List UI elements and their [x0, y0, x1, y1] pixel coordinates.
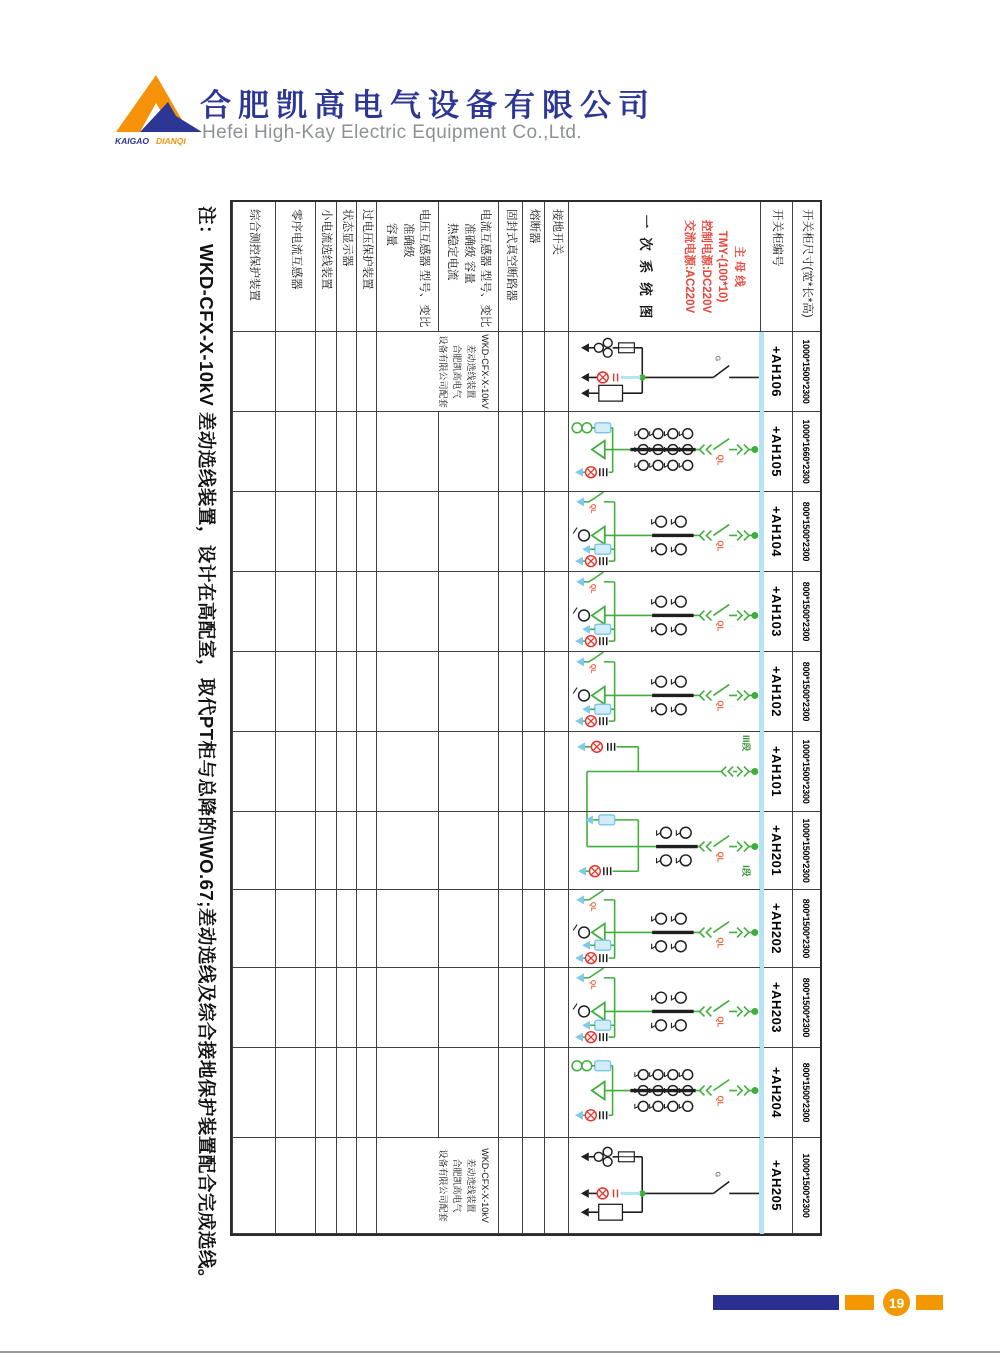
cabinet-id-cell: +AH202	[760, 890, 792, 968]
grid-cell	[275, 332, 315, 412]
table-row	[544, 202, 568, 1234]
grid-cell	[522, 1138, 544, 1234]
grid-cell	[356, 1138, 376, 1234]
table-row	[275, 202, 315, 1234]
cabinet-size-cell: 800*1500*2300	[792, 492, 820, 572]
bay-cell	[568, 812, 760, 890]
svg-text:III段: III段	[741, 734, 751, 752]
grid-cell	[315, 492, 336, 572]
svg-text:QL: QL	[715, 1095, 725, 1107]
vendor-note-line: 合肥凯高电气	[452, 1158, 462, 1213]
bay-diagram-feeder	[568, 492, 760, 571]
grid-cell	[275, 812, 315, 890]
grid-cell	[438, 412, 498, 492]
label-head-stack	[376, 202, 498, 332]
row-label-pt	[376, 202, 438, 332]
row-label-line: 接地开关	[550, 209, 563, 255]
note-text: 注：WKD-CFX-X-10kV 差动选线装置，设计在高配室，取代PT柜与总降的\WO.67;差动选线及综合接地保护装置配合完成选线。	[196, 206, 217, 1288]
grid-cell	[232, 412, 275, 492]
cabinet-id-cell: +AH203	[760, 968, 792, 1048]
vendor-note-cell	[376, 1138, 498, 1234]
svg-text:QL: QL	[588, 901, 596, 912]
cabinet-id-cell: +AH102	[760, 652, 792, 732]
grid-cell	[356, 652, 376, 732]
svg-text:QL: QL	[588, 583, 596, 594]
table-row	[376, 202, 498, 1234]
cabinet-size-cell: 1000*1500*2300	[792, 812, 820, 890]
bay-diagram-tie_in	[568, 812, 760, 889]
grid-cell-stack	[376, 812, 498, 890]
cabinet-size-cell: 800*1500*2300	[792, 652, 820, 732]
svg-text:QL: QL	[715, 620, 725, 632]
grid-cell	[498, 968, 522, 1048]
svg-text:QL: QL	[715, 937, 725, 949]
vendor-note-line: 设备有限公司配套	[438, 1149, 448, 1222]
grid-cell	[522, 1048, 544, 1138]
grid-cell	[315, 812, 336, 890]
row-label	[275, 202, 315, 332]
grid-cell	[522, 412, 544, 492]
grid-cell-stack	[376, 890, 498, 968]
row-label-line: 电流互感器 型号、变比	[478, 209, 491, 328]
svg-text:QL: QL	[588, 503, 596, 514]
grid-cell	[376, 968, 438, 1048]
grid-cell	[376, 652, 438, 732]
row-label-line: 准确级 容量	[462, 223, 475, 284]
grid-cell	[232, 732, 275, 812]
grid-cell	[438, 652, 498, 732]
bay-diagram-feeder	[568, 652, 760, 731]
grid-cell	[376, 812, 438, 890]
bay-cell	[568, 732, 760, 812]
grid-cell	[275, 1048, 315, 1138]
row-label	[498, 202, 522, 332]
table-row	[568, 202, 760, 1234]
grid-cell	[438, 812, 498, 890]
grid-cell	[438, 1048, 498, 1138]
row-label-ct	[438, 202, 498, 332]
grid-cell	[356, 890, 376, 968]
vendor-note-line: WKD-CFX-X-10kV	[480, 1148, 490, 1223]
table-row	[232, 202, 275, 1234]
id-header-cell: 开关柜编号	[760, 202, 792, 332]
grid-cell	[544, 812, 568, 890]
grid-cell	[438, 890, 498, 968]
svg-text:QL: QL	[715, 454, 725, 466]
bay-diagram-feeder	[568, 572, 760, 651]
grid-cell	[522, 492, 544, 572]
grid-cell	[336, 812, 356, 890]
bay-cell	[568, 890, 760, 968]
grid-cell	[438, 572, 498, 652]
vendor-note-line: 差动选线装置	[466, 344, 476, 399]
cabinet-id-cell: +AH205	[760, 1138, 792, 1234]
grid-cell	[275, 968, 315, 1048]
bay-cell	[568, 968, 760, 1048]
bay-cell	[568, 332, 760, 412]
grid-cell	[336, 1048, 356, 1138]
row-label-line: 准确级	[401, 223, 414, 258]
grid-cell	[544, 412, 568, 492]
bay-diagram-pt	[568, 332, 760, 411]
cabinet-size-cell: 1000*1500*2300	[792, 1138, 820, 1234]
grid-cell	[275, 1138, 315, 1234]
busbar-spec-text: TMY-(100*10)	[716, 230, 729, 303]
cabinet-id-cell: +AH201	[760, 812, 792, 890]
grid-cell	[336, 890, 356, 968]
vendor-note-line: WKD-CFX-X-10kV	[480, 334, 490, 409]
grid-cell	[336, 332, 356, 412]
row-label-line: 电压互感器 型号、变比	[417, 209, 430, 328]
grid-cell	[544, 572, 568, 652]
bay-cell	[568, 1048, 760, 1138]
row-label-line: 热稳定电流	[446, 223, 459, 281]
grid-cell	[275, 412, 315, 492]
row-label	[522, 202, 544, 332]
company-name-cn: 合肥凯高电气设备有限公司	[200, 88, 656, 123]
row-label	[315, 202, 336, 332]
grid-cell-stack	[376, 572, 498, 652]
grid-cell	[544, 732, 568, 812]
bay-diagram-tie_out	[568, 732, 760, 811]
table-row	[498, 202, 522, 1234]
svg-text:QL: QL	[715, 540, 725, 552]
grid-cell	[315, 572, 336, 652]
grid-cell	[522, 890, 544, 968]
vendor-note-line: 设备有限公司配套	[438, 335, 448, 408]
grid-cell	[376, 492, 438, 572]
grid-cell	[315, 1048, 336, 1138]
cabinet-id-cell: +AH106	[760, 332, 792, 412]
footer-orange-bar-1	[845, 1295, 874, 1310]
svg-text:G: G	[713, 355, 721, 362]
table-row	[522, 202, 544, 1234]
grid-cell	[544, 968, 568, 1048]
diagram-header-cell	[568, 202, 760, 332]
grid-cell	[315, 968, 336, 1048]
grid-cell	[544, 492, 568, 572]
logo-text-blue: KAIGAO	[115, 136, 149, 146]
grid-cell	[498, 332, 522, 412]
grid-cell	[232, 968, 275, 1048]
svg-text:QL: QL	[715, 851, 725, 863]
row-label	[232, 202, 275, 332]
grid-cell	[522, 732, 544, 812]
grid-cell	[544, 652, 568, 732]
grid-cell	[336, 572, 356, 652]
grid-cell	[315, 412, 336, 492]
svg-text:QL: QL	[588, 979, 596, 990]
vendor-note-line: 差动选线装置	[466, 1158, 476, 1213]
bay-cell	[568, 412, 760, 492]
bay-cell	[568, 492, 760, 572]
grid-cell	[438, 968, 498, 1048]
grid-cell	[356, 812, 376, 890]
grid-cell	[275, 652, 315, 732]
cabinet-size-cell: 1000*1660*2300	[792, 412, 820, 492]
grid-cell	[232, 812, 275, 890]
busbar-spec-text: 控制电源:DC220V	[700, 219, 712, 314]
svg-text:QL: QL	[715, 1016, 725, 1028]
grid-cell	[275, 890, 315, 968]
grid-cell	[232, 652, 275, 732]
grid-cell	[498, 492, 522, 572]
grid-cell	[356, 332, 376, 412]
grid-cell	[315, 890, 336, 968]
row-label	[356, 202, 376, 332]
row-label-line: 过电压保护装置	[360, 209, 373, 290]
grid-cell	[544, 1138, 568, 1234]
grid-cell	[336, 968, 356, 1048]
company-name-en: Hefei High-Kay Electric Equipment Co.,Ltd.	[202, 122, 583, 143]
grid-cell-stack	[376, 492, 498, 572]
grid-cell	[315, 732, 336, 812]
bay-cell	[568, 652, 760, 732]
grid-cell	[336, 732, 356, 812]
grid-cell	[356, 412, 376, 492]
grid-cell	[315, 1138, 336, 1234]
svg-text:QL: QL	[588, 663, 596, 674]
grid-cell	[498, 572, 522, 652]
cabinet-id-cell: +AH104	[760, 492, 792, 572]
grid-cell	[376, 890, 438, 968]
cabinet-size-cell: 800*1500*2300	[792, 1048, 820, 1138]
bay-diagram-feeder	[568, 968, 760, 1047]
bay-diagram-feeder	[568, 890, 760, 967]
grid-cell-stack	[376, 968, 498, 1048]
vendor-note-line: 合肥凯高电气	[452, 344, 462, 399]
row-label	[544, 202, 568, 332]
diagram-title: 一次系统图	[638, 214, 653, 328]
grid-cell	[232, 1138, 275, 1234]
grid-cell	[356, 492, 376, 572]
grid-cell	[232, 572, 275, 652]
page-bottom-line	[0, 1351, 1000, 1353]
size-header-cell: 开关柜尺寸(宽*长*高)	[792, 202, 820, 332]
grid-cell	[315, 332, 336, 412]
svg-text:G: G	[713, 1171, 721, 1178]
grid-cell	[336, 1138, 356, 1234]
grid-cell	[275, 572, 315, 652]
grid-cell	[498, 1138, 522, 1234]
grid-cell	[356, 968, 376, 1048]
table-row	[315, 202, 336, 1234]
grid-cell	[498, 812, 522, 890]
grid-cell	[232, 492, 275, 572]
grid-cell	[336, 412, 356, 492]
grid-cell	[275, 492, 315, 572]
switchgear-table	[230, 200, 822, 1236]
bay-diagram-incoming	[568, 412, 760, 491]
cabinet-id-cell: +AH101	[760, 732, 792, 812]
grid-cell	[275, 732, 315, 812]
grid-cell	[376, 572, 438, 652]
grid-cell	[336, 492, 356, 572]
svg-text:I段: I段	[740, 865, 751, 877]
company-logo	[110, 72, 210, 160]
row-label-line: 小电流选线装置	[320, 209, 333, 290]
grid-cell	[356, 732, 376, 812]
row-label-line: 容量	[385, 223, 398, 246]
row-label	[336, 202, 356, 332]
footer-blue-bar	[713, 1295, 839, 1310]
grid-cell	[376, 412, 438, 492]
cabinet-size-cell: 800*1500*2300	[792, 968, 820, 1048]
svg-text:QL: QL	[715, 700, 725, 712]
grid-cell	[232, 890, 275, 968]
grid-cell	[522, 812, 544, 890]
grid-cell	[522, 572, 544, 652]
table-row	[336, 202, 356, 1234]
grid-cell	[232, 332, 275, 412]
row-label-line: 零序电流互感器	[289, 209, 302, 290]
grid-cell	[438, 492, 498, 572]
cabinet-id-cell: +AH204	[760, 1048, 792, 1138]
grid-cell	[232, 1048, 275, 1138]
grid-cell	[498, 412, 522, 492]
busbar-spec-text: 主 母 线	[733, 246, 745, 287]
footer-orange-bar-2	[916, 1295, 943, 1310]
cabinet-size-cell: 1000*1500*2300	[792, 732, 820, 812]
grid-cell	[498, 890, 522, 968]
bay-diagram-incoming	[568, 1048, 760, 1137]
grid-cell	[376, 732, 438, 812]
grid-cell	[438, 732, 498, 812]
vendor-note-cell	[376, 332, 498, 412]
grid-cell	[498, 732, 522, 812]
bay-cell	[568, 572, 760, 652]
grid-cell	[544, 332, 568, 412]
table-row	[792, 202, 820, 1234]
table-row	[356, 202, 376, 1234]
grid-cell	[522, 332, 544, 412]
row-label-line: 固封式真空断路器	[504, 209, 517, 301]
grid-cell-stack	[376, 412, 498, 492]
cabinet-id-cell: +AH103	[760, 572, 792, 652]
busbar-spec-text: 交流电源:AC220V	[683, 219, 696, 314]
grid-cell	[315, 652, 336, 732]
grid-cell	[522, 968, 544, 1048]
cabinet-size-cell: 800*1500*2300	[792, 572, 820, 652]
grid-cell	[498, 1048, 522, 1138]
grid-cell-stack	[376, 732, 498, 812]
cabinet-size-cell: 800*1500*2300	[792, 890, 820, 968]
logo-text-orange: DIANQI	[156, 136, 186, 146]
page-number-badge: 19	[883, 1289, 910, 1316]
grid-cell	[544, 1048, 568, 1138]
row-label-line: 状态显示器	[340, 209, 353, 267]
grid-cell	[336, 652, 356, 732]
row-label-line: 综合测控保护装置	[248, 209, 261, 301]
grid-cell	[376, 1048, 438, 1138]
row-label-line: 熔断器	[527, 209, 540, 244]
grid-cell	[522, 652, 544, 732]
bay-cell	[568, 1138, 760, 1234]
grid-cell	[356, 572, 376, 652]
grid-cell-stack	[376, 652, 498, 732]
grid-cell	[544, 890, 568, 968]
grid-cell	[498, 652, 522, 732]
grid-cell-stack	[376, 1048, 498, 1138]
bay-diagram-pt	[568, 1138, 760, 1233]
grid-cell	[356, 1048, 376, 1138]
cabinet-id-cell: +AH105	[760, 412, 792, 492]
rotated-drawing-sheet	[182, 200, 822, 1288]
table-row	[760, 202, 792, 1234]
cabinet-size-cell: 1000*1500*2300	[792, 332, 820, 412]
